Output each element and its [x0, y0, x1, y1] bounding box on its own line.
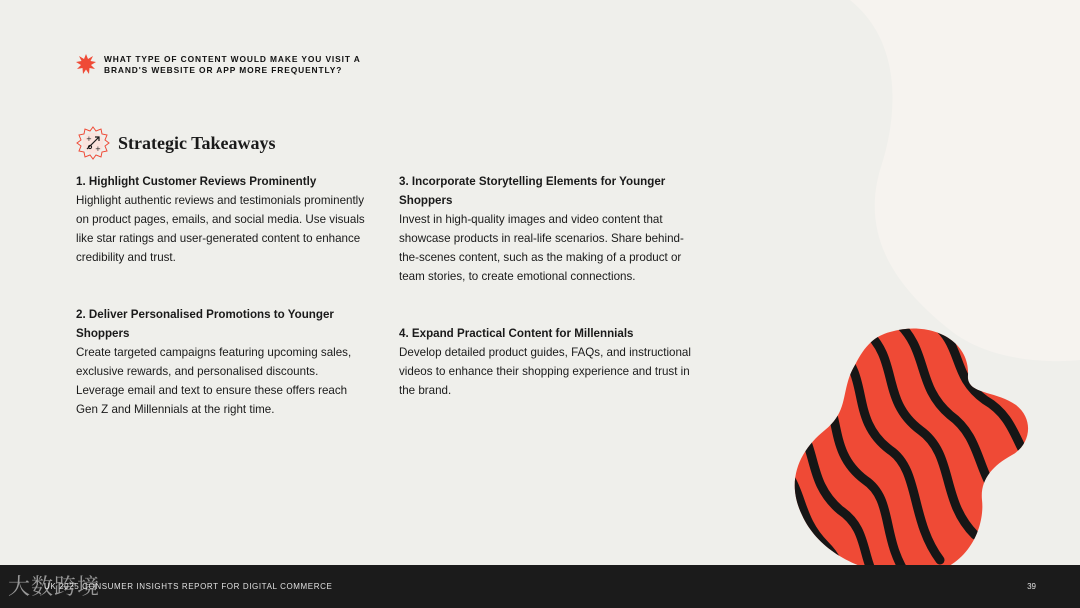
page-number: 39	[1027, 582, 1036, 591]
takeaway-body: Highlight authentic reviews and testimonials prominently on product pages, emails, and social media. Use visuals like star ratings and user-generated content to enhance credibility and trust.	[76, 194, 365, 264]
takeaway-item-2	[76, 305, 368, 419]
svg-text:+: +	[86, 135, 92, 143]
footer-bar	[0, 565, 1080, 608]
takeaway-title: 4. Expand Practical Content for Millennials	[399, 327, 634, 340]
takeaway-title: 2. Deliver Personalised Promotions to Younger Shoppers	[76, 308, 334, 340]
zebra-stripe-graphic	[780, 320, 1040, 580]
takeaway-item-1	[76, 172, 368, 267]
takeaway-title: 1. Highlight Customer Reviews Prominently	[76, 175, 317, 188]
takeaway-item-3	[399, 172, 699, 286]
takeaway-body: Create targeted campaigns featuring upcoming sales, exclusive rewards, and personalised discounts. Leverage email and text to ensure these offers reach Gen Z and Millennials at the right time.	[76, 346, 352, 416]
takeaway-title: 3. Incorporate Storytelling Elements for Younger Shoppers	[399, 175, 666, 207]
svg-text:+: +	[95, 145, 101, 153]
report-title: UK 2025 CONSUMER INSIGHTS REPORT FOR DIGITAL COMMERCE	[44, 582, 333, 591]
takeaway-body: Invest in high-quality images and video content that showcase products in real-life scenarios. Share behind-the-scenes content, such as the making of a product or team stories, to create emotional connections.	[399, 213, 684, 283]
takeaway-item-4	[399, 324, 695, 400]
strategy-badge-icon	[76, 126, 110, 160]
takeaway-body: Develop detailed product guides, FAQs, and instructional videos to enhance their shopping experience and trust in the brand.	[399, 346, 691, 397]
takeaways-header	[76, 126, 276, 160]
starburst-icon	[76, 54, 96, 74]
question-text: WHAT TYPE OF CONTENT WOULD MAKE YOU VISIT A BRAND'S WEBSITE OR APP MORE FREQUENTLY?	[104, 54, 361, 75]
takeaways-title: Strategic Takeaways	[118, 132, 276, 153]
watermark: 大数跨境	[8, 575, 101, 600]
survey-question	[76, 54, 394, 76]
